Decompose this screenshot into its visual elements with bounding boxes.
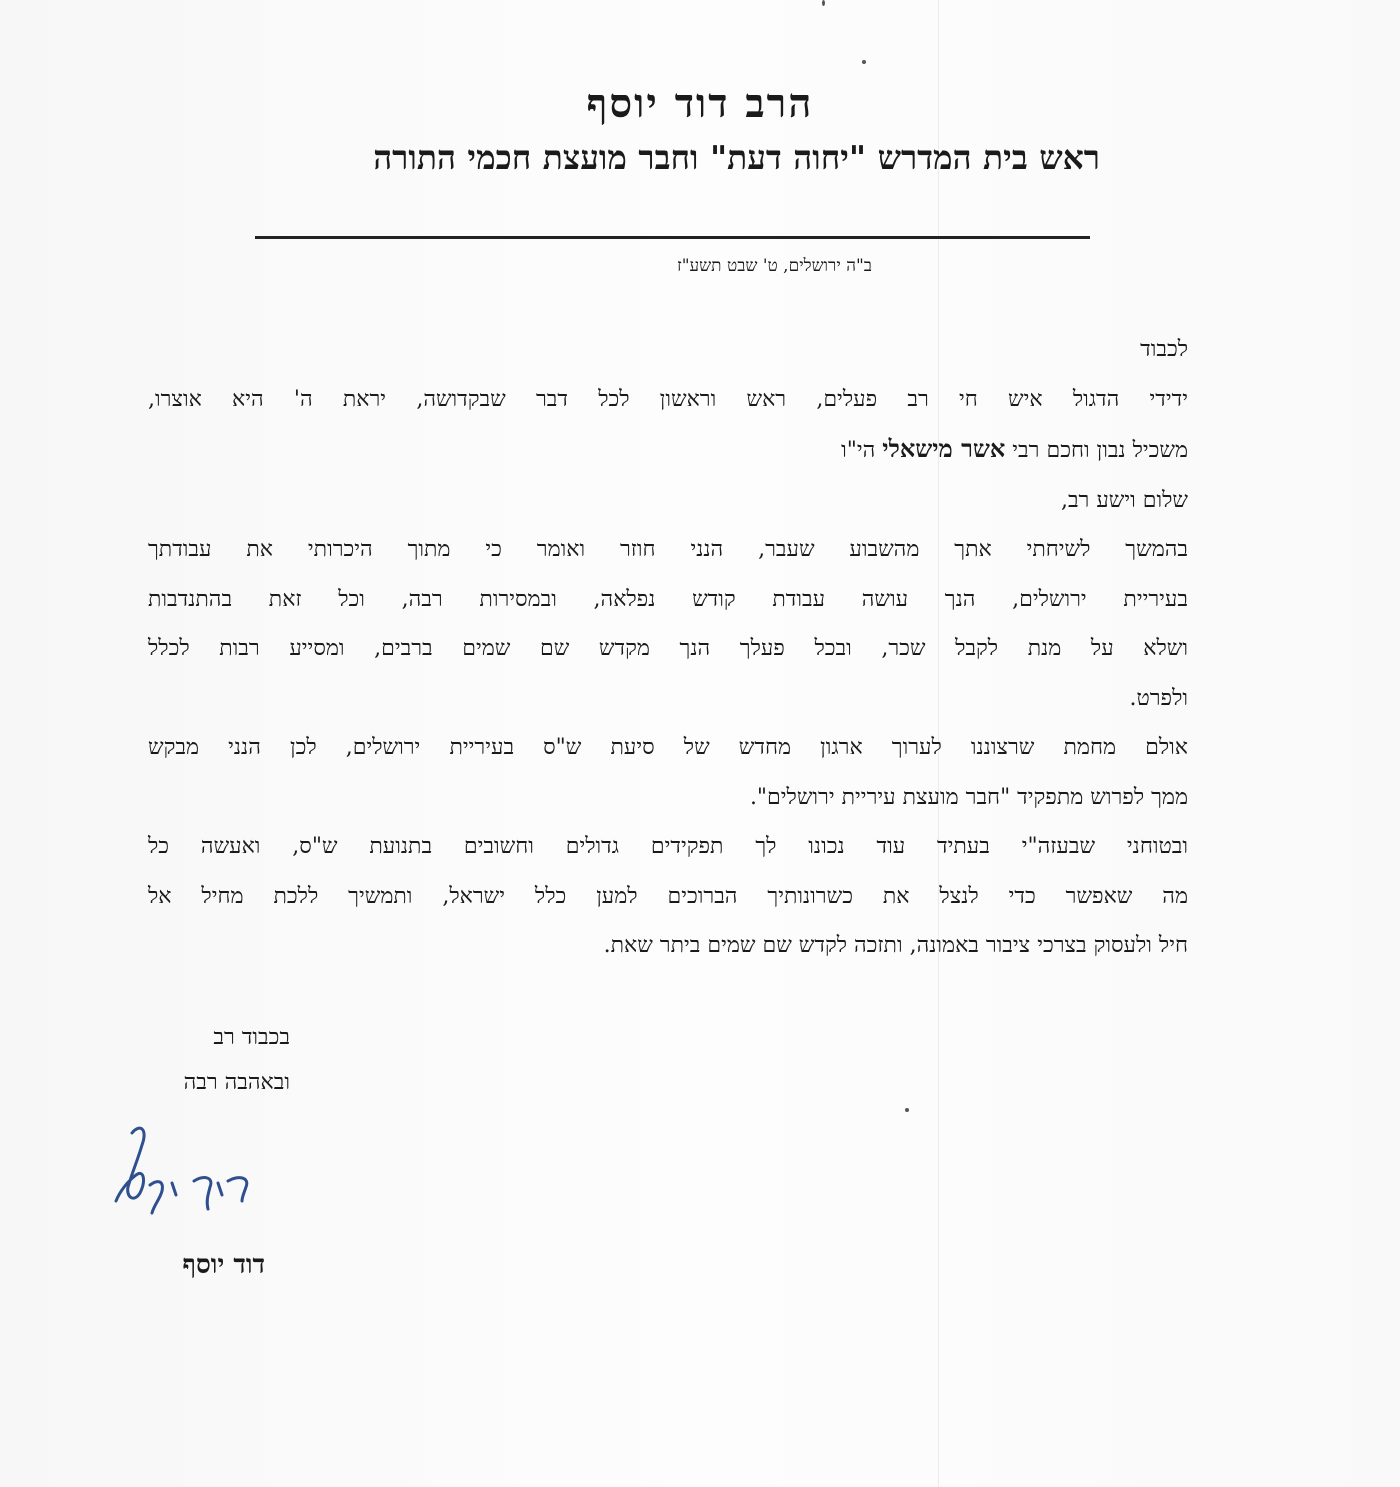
paper-speck: [862, 60, 866, 64]
body-line: מה שאפשר כדי לנצל את כשרונותיך הברוכים למען כלל ישראל, ותמשיך ללכת מחיל אל: [148, 883, 1188, 909]
letterhead-title: ראש בית המדרש "יחוה דעת" וחבר מועצת חכמי התורה: [373, 138, 1100, 177]
recipient-name: אשר מישאלי: [882, 434, 1006, 463]
salutation-to: לכבוד: [1140, 337, 1188, 362]
greeting: שלום וישע רב,: [1060, 487, 1188, 513]
body-line: ושלא על מנת לקבל שכר, ובכל פעלך הנך מקדש שם שמים ברבים, ומסייע רבות לכלל: [148, 636, 1188, 661]
date-line: ב"ה ירושלים, ט' שבט תשע"ז: [676, 256, 872, 276]
letterhead-name: הרב דוד יוסף: [586, 80, 814, 127]
paper-speck: [905, 1108, 909, 1112]
salutation-prefix: משכיל נבון וחכם רבי: [1005, 438, 1188, 463]
letterhead-divider: [255, 236, 1090, 239]
closing-line: ובאהבה רבה: [183, 1070, 290, 1095]
body-line: אולם מחמת שרצוננו לערוך ארגון מחדש של סיעת ש"ס בעיריית ירושלים, לכן הנני מבקש: [148, 735, 1188, 760]
closing: [100, 1015, 290, 1105]
salutation-suffix: הי"ו: [841, 438, 883, 463]
body-line: ובטוחני שבעזה"י בעתיד עוד נכונו לך תפקידים גדולים וחשובים בתנועת ש"ס, ואעשה כל: [148, 834, 1188, 859]
signer-name: דוד יוסף: [182, 1250, 265, 1280]
body-line: ממך לפרוש מתפקיד "חבר מועצת עיריית ירושלים".: [749, 784, 1188, 810]
paper-speck: [822, 0, 825, 6]
body-line: חיל ולעסוק בצרכי ציבור באמונה, ותזכה לקדש שם שמים ביתר שאת.: [603, 933, 1188, 958]
salutation-line: [148, 424, 1188, 476]
body-line: ולפרט.: [1129, 685, 1188, 711]
body-line: בהמשך לשיחתי אתך מהשבוע שעבר, הנני חוזר ואומר כי מתוך היכרותי את עבודתך: [148, 537, 1188, 562]
letter-body: [148, 325, 1188, 971]
body-line: בעיריית ירושלים, הנך עושה עבודת קודש נפלאה, ובמסירות רבה, וכל זאת בהתנדבות: [148, 586, 1188, 612]
handwritten-signature: [110, 1115, 260, 1225]
salutation-line: ידידי הדגול איש חי רב פעלים, ראש וראשון לכל דבר שבקדושה, יראת ה' היא אוצרו,: [148, 386, 1188, 412]
closing-line: בכבוד רב: [213, 1025, 290, 1050]
